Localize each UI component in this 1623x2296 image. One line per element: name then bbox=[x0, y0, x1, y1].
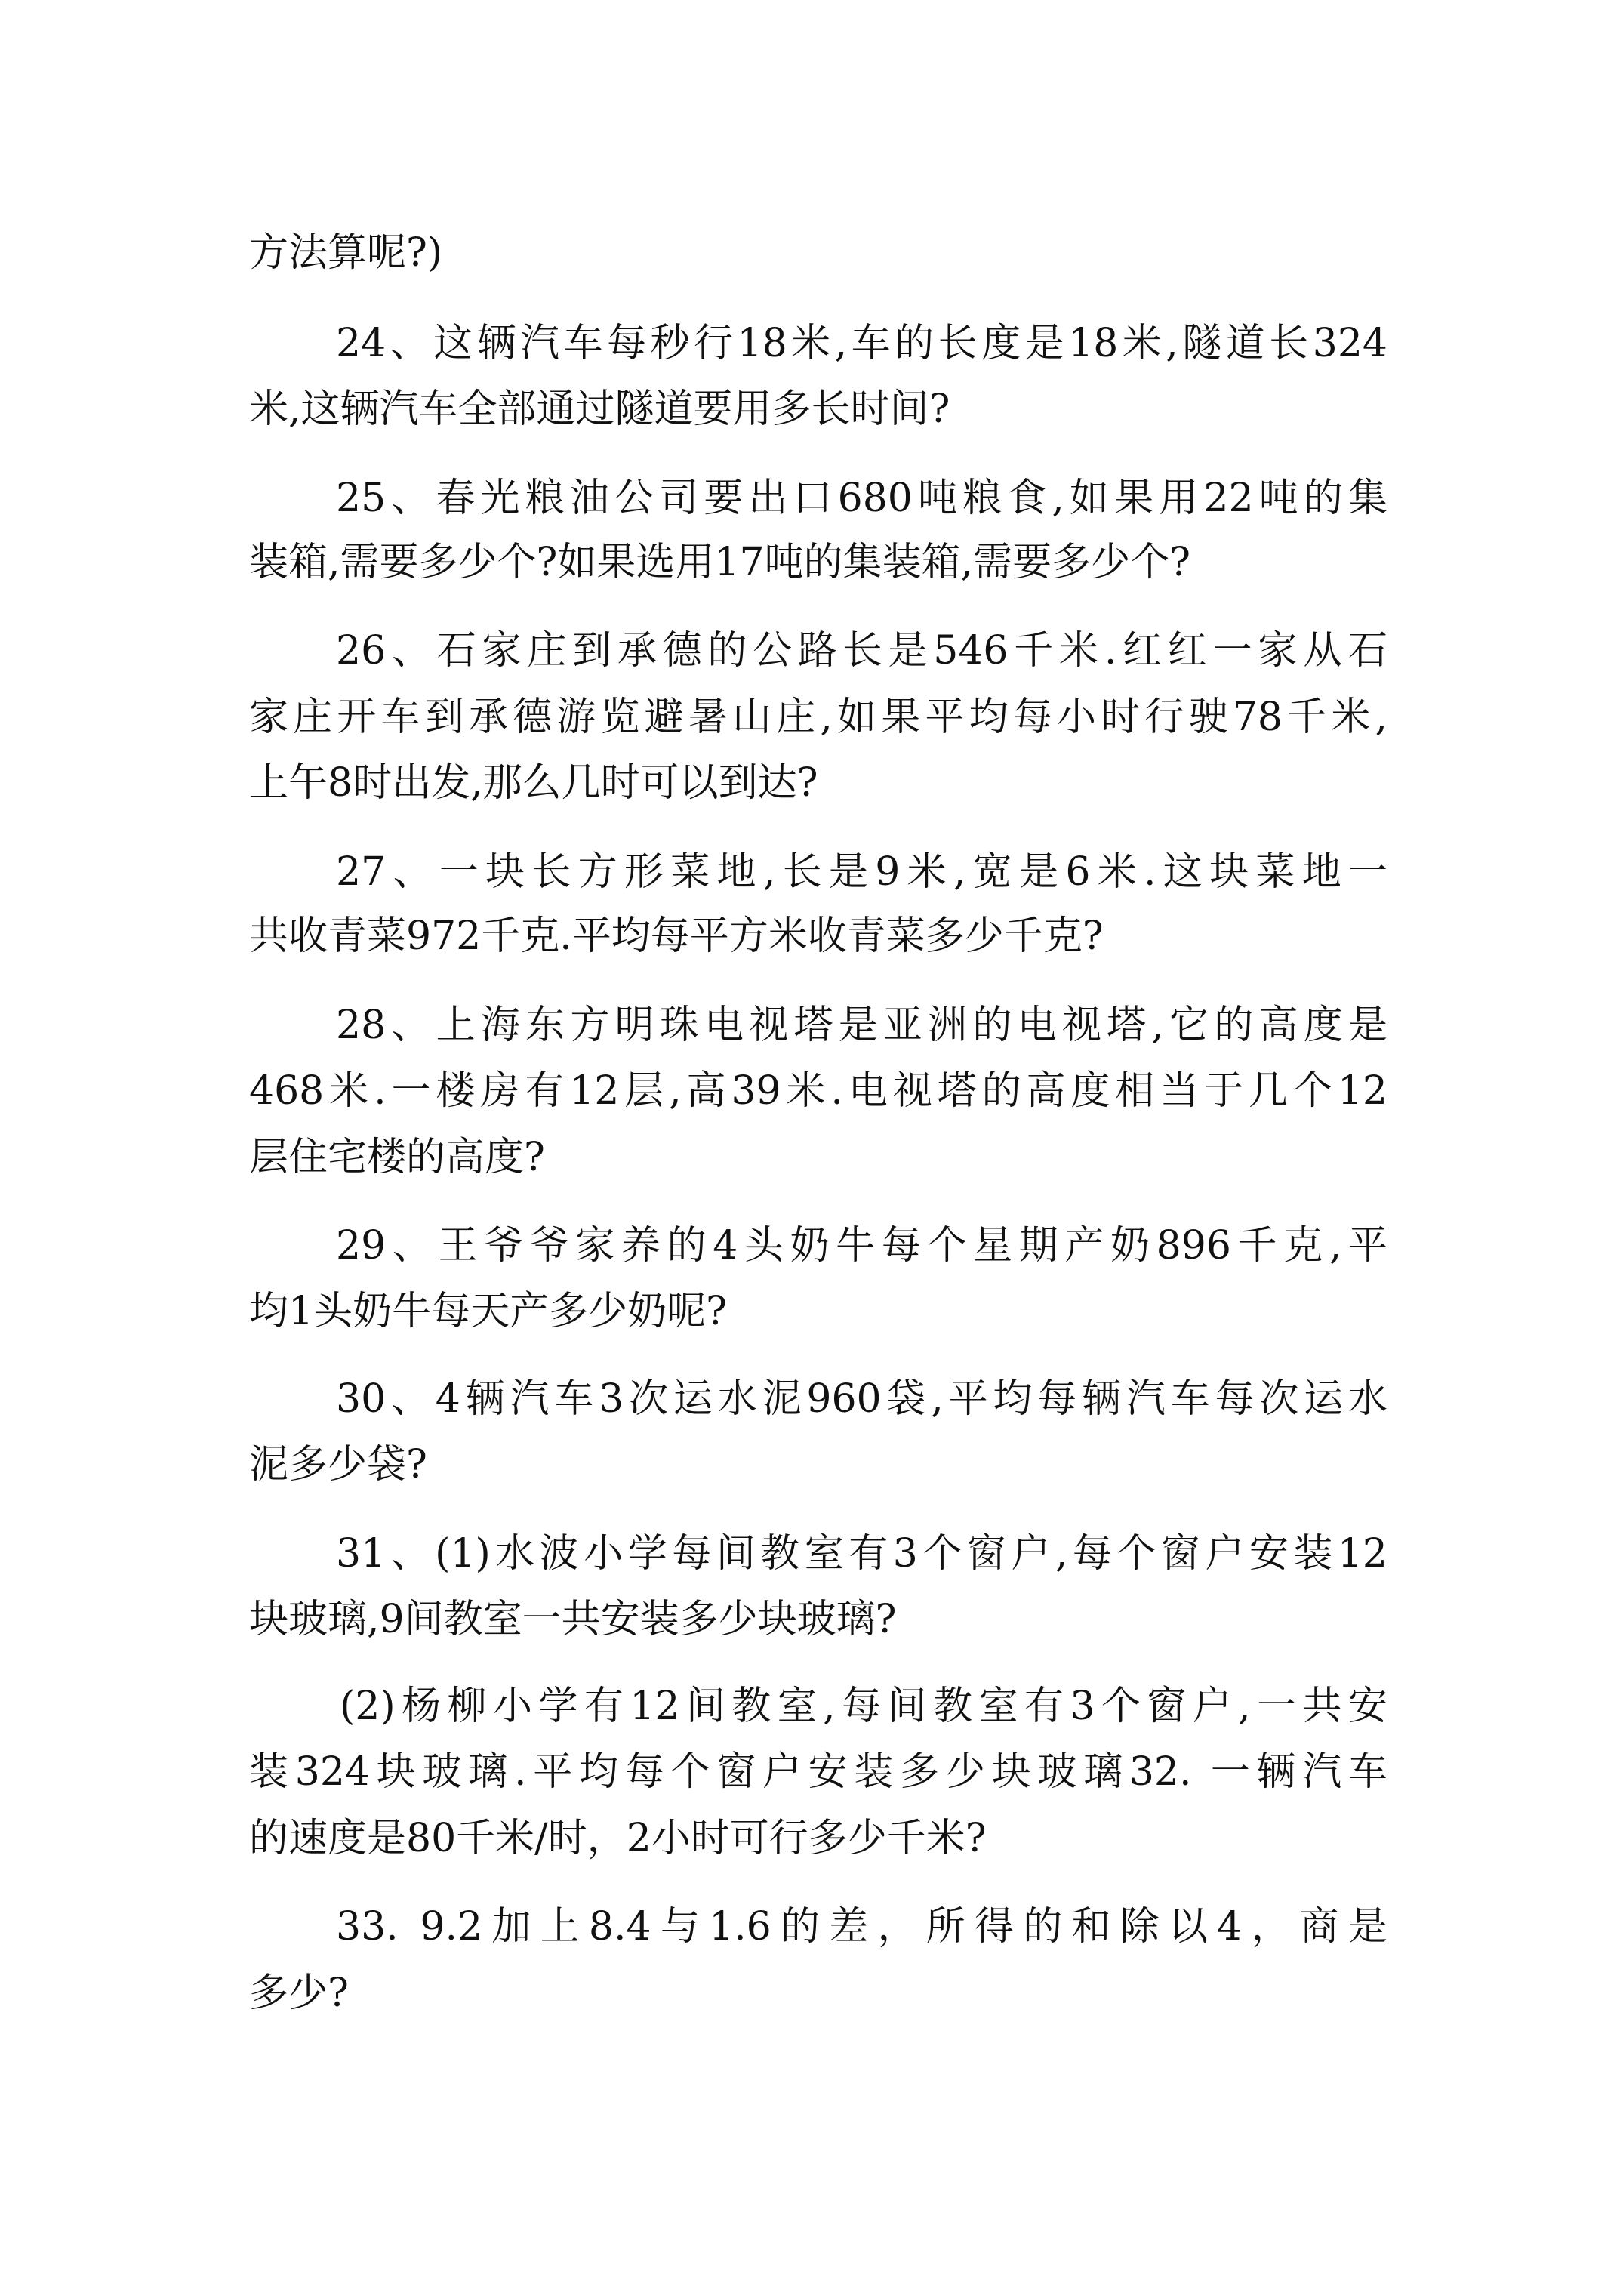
text-line: 33. 9.2加上8.4与1.6的差，所得的和除以4，商是 bbox=[336, 1904, 1387, 1949]
text-line: 块玻璃,9间教室一共安装多少块玻璃? bbox=[249, 1597, 897, 1642]
text-line: 26、石家庄到承德的公路长是546千米.红红一家从石 bbox=[336, 628, 1387, 673]
text-line: 装箱,需要多少个?如果选用17吨的集装箱,需要多少个? bbox=[249, 540, 1190, 585]
text-line: 的速度是80千米/时，2小时可行多少千米? bbox=[249, 1816, 987, 1861]
text-line: 30、4辆汽车3次运水泥960袋,平均每辆汽车每次运水 bbox=[336, 1376, 1387, 1422]
text-line: 多少? bbox=[249, 1971, 349, 2016]
text-line: 家庄开车到承德游览避暑山庄,如果平均每小时行驶78千米, bbox=[249, 695, 1387, 740]
text-line: 米,这辆汽车全部通过隧道要用多长时间? bbox=[249, 387, 950, 432]
text-line: 装324块玻璃.平均每个窗户安装多少块玻璃32. 一辆汽车 bbox=[249, 1749, 1387, 1795]
text-line: 31、(1)水波小学每间教室有3个窗户,每个窗户安装12 bbox=[336, 1531, 1387, 1576]
text-line: 28、上海东方明珠电视塔是亚洲的电视塔,它的高度是 bbox=[336, 1003, 1387, 1048]
text-line: 方法算呢?) bbox=[249, 230, 443, 276]
text-line: (2)杨柳小学有12间教室,每间教室有3个窗户,一共安 bbox=[340, 1684, 1387, 1729]
text-line: 25、春光粮油公司要出口680吨粮食,如果用22吨的集 bbox=[336, 476, 1387, 521]
text-line: 泥多少袋? bbox=[249, 1442, 427, 1487]
text-line: 共收青菜972千克.平均每平方米收青菜多少千克? bbox=[249, 914, 1104, 959]
text-line: 上午8时出发,那么几时可以到达? bbox=[249, 760, 818, 806]
text-line: 24、这辆汽车每秒行18米,车的长度是18米,隧道长324 bbox=[336, 321, 1387, 366]
text-line: 27、一块长方形菜地,长是9米,宽是6米.这块菜地一 bbox=[336, 849, 1387, 895]
text-line: 29、王爷爷家养的4头奶牛每个星期产奶896千克,平 bbox=[336, 1223, 1387, 1268]
text-line: 468米.一楼房有12层,高39米.电视塔的高度相当于几个12 bbox=[249, 1068, 1387, 1114]
text-line: 均1头奶牛每天产多少奶呢? bbox=[249, 1289, 727, 1334]
text-line: 层住宅楼的高度? bbox=[249, 1135, 545, 1180]
